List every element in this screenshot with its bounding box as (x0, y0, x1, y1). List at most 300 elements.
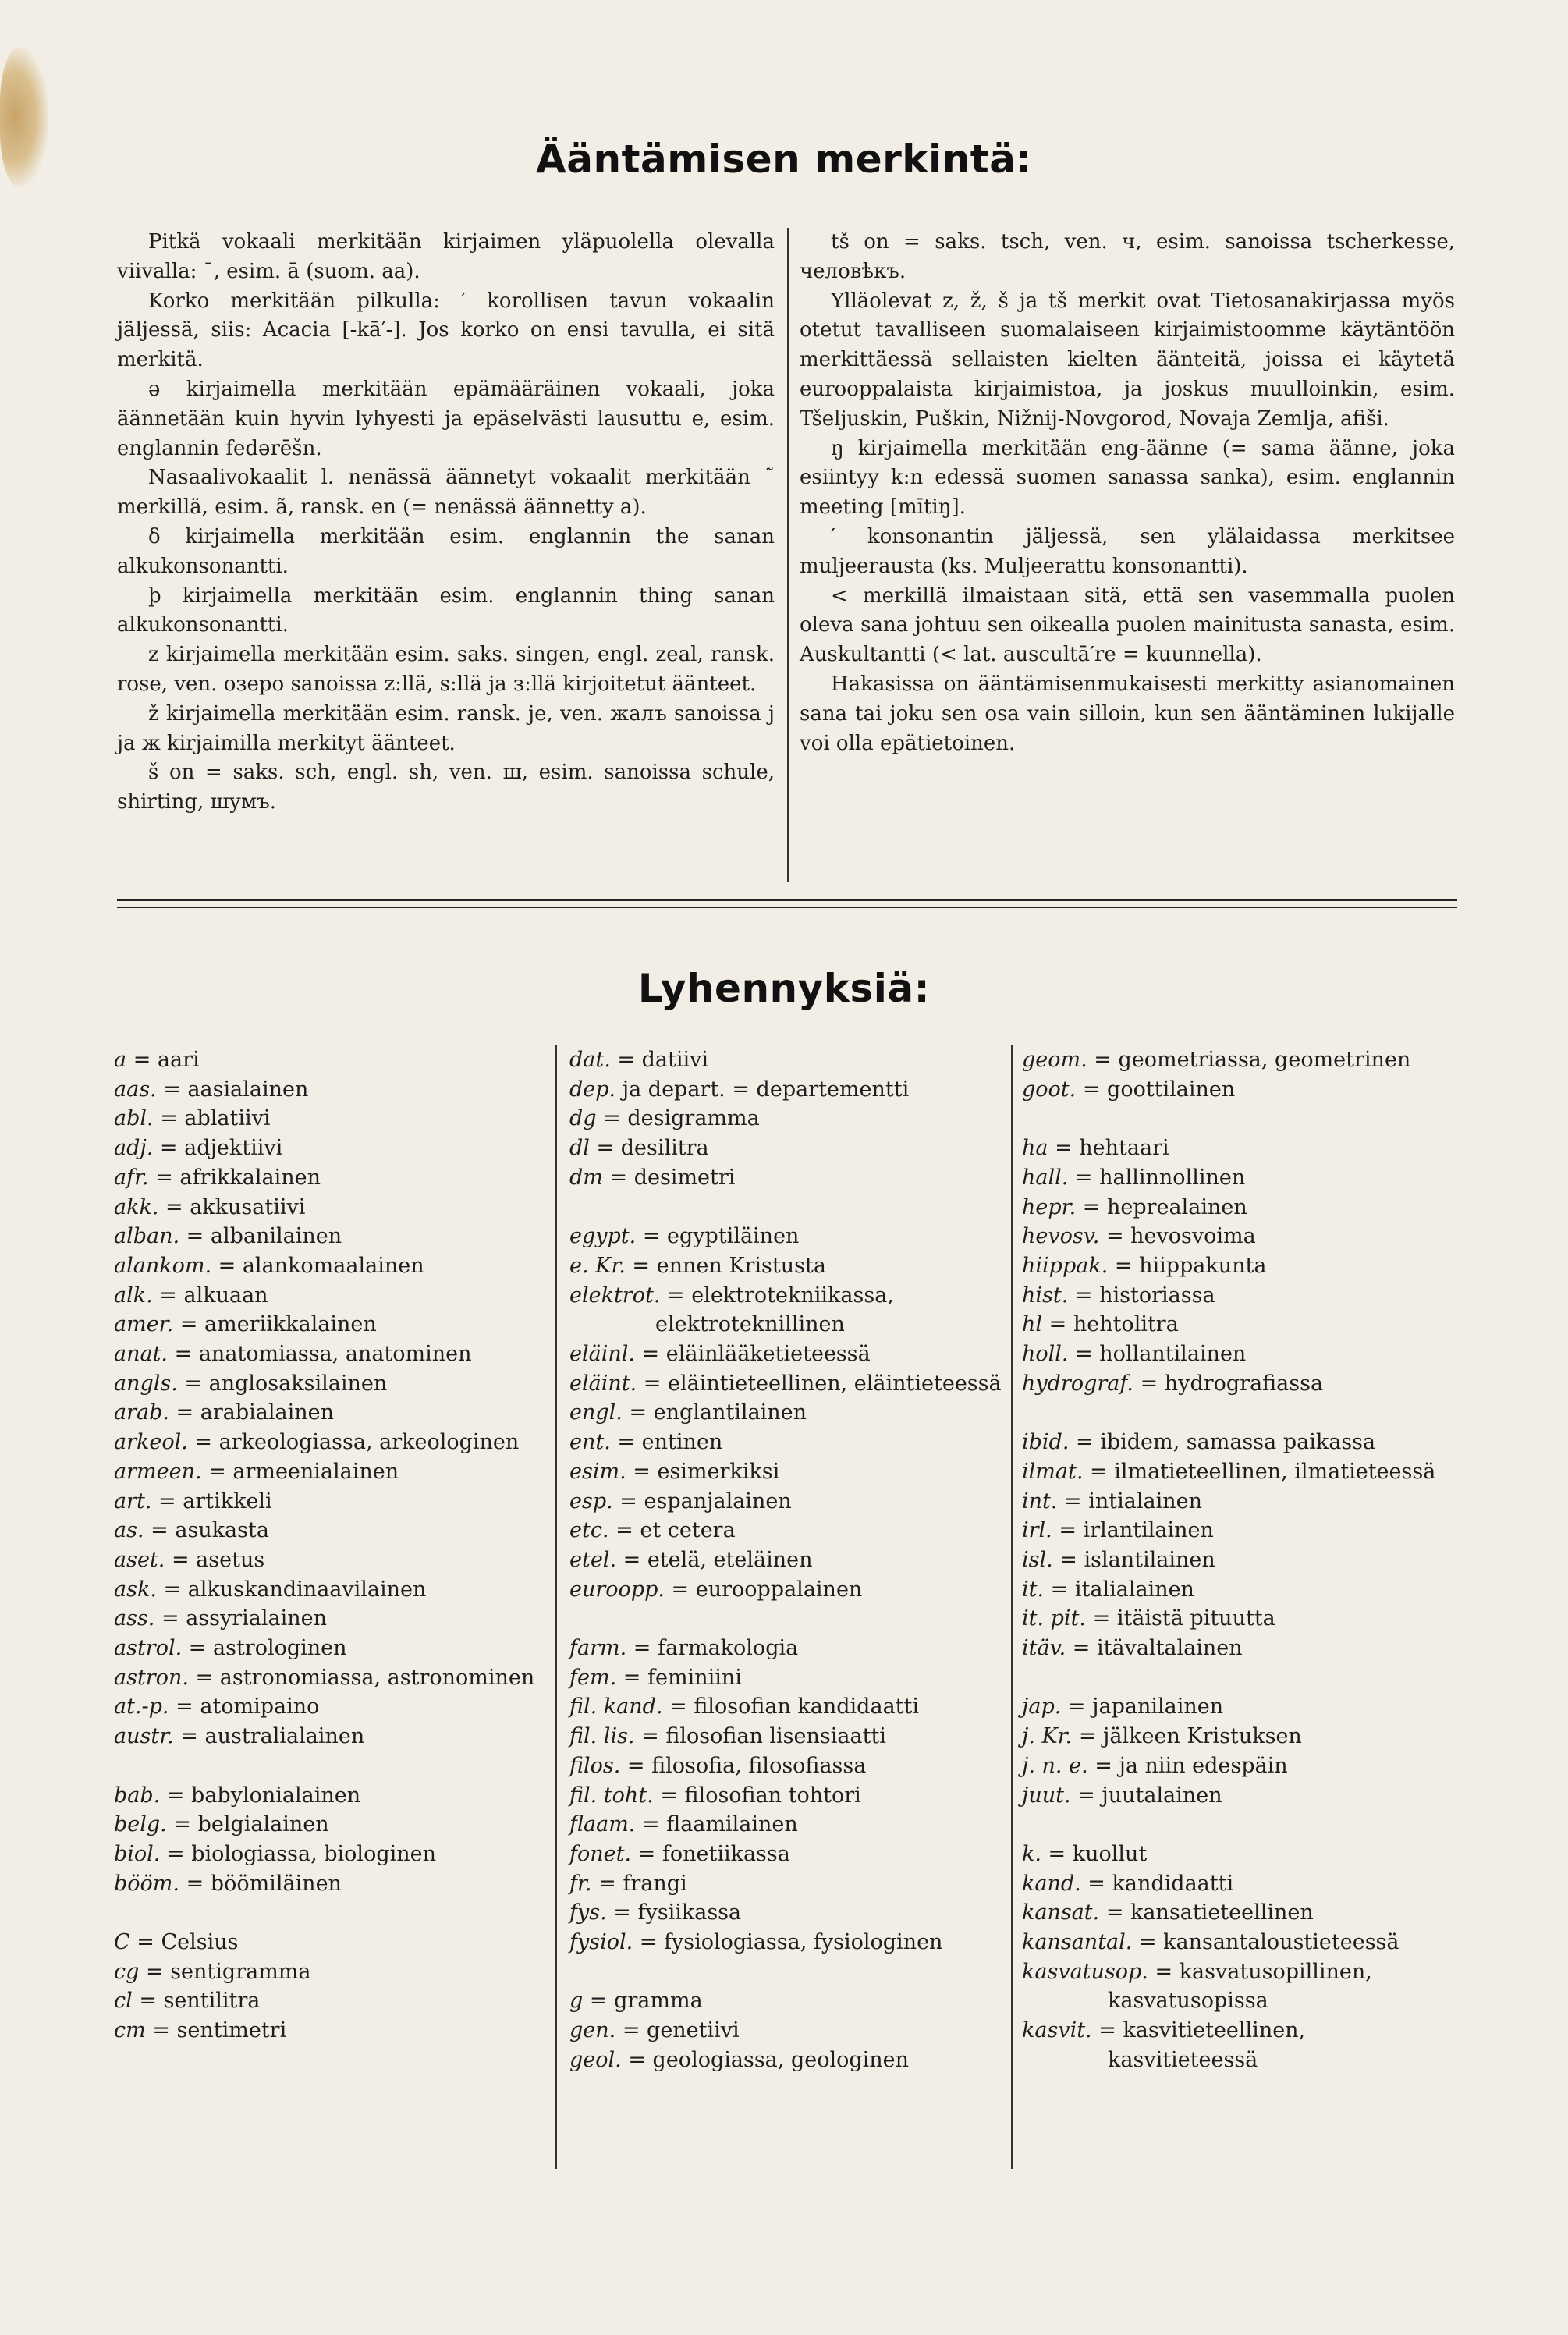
abbreviation: hiippak. (1022, 1253, 1109, 1278)
abbreviation: j. n. e. (1022, 1753, 1088, 1778)
abbreviation-entry (1022, 1840, 1459, 1869)
abbreviation-entry (114, 1428, 545, 1457)
abbreviation-meaning: genetiivi (647, 2018, 740, 2043)
abbreviation-meaning: ja niin edespäin (1119, 1753, 1288, 1778)
abbreviations-heading: Lyhennyksiä: (637, 966, 931, 1011)
abbreviation-entry (569, 2016, 1006, 2046)
equals-sign: = (166, 1812, 198, 1837)
abbreviation: afr. (114, 1165, 149, 1190)
equals-sign: = (145, 2018, 177, 2043)
abbreviation-entry (569, 1281, 1006, 1340)
equals-sign: = (615, 2018, 647, 2043)
abbreviation-meaning: datiivi (641, 1048, 709, 1072)
abbreviation: hall. (1022, 1165, 1069, 1190)
abbreviation: cl (114, 1989, 133, 2014)
abbreviation-entry (114, 1957, 545, 1987)
abbreviation-meaning: sentimetri (176, 2018, 287, 2043)
abbreviation-meaning: hollantilainen (1099, 1342, 1247, 1367)
equals-sign: = (664, 1577, 696, 1602)
equals-sign: = (621, 2047, 653, 2072)
equals-sign: = (156, 1577, 188, 1602)
abbreviation-entry (114, 1193, 545, 1223)
abbreviation-entry (1022, 1928, 1459, 1957)
abbreviation-entry (569, 1545, 1006, 1575)
abbreviation-meaning: desimetri (633, 1165, 736, 1190)
abbreviation-meaning: armeenialainen (232, 1459, 399, 1484)
abbreviation-meaning: hevosvoima (1130, 1224, 1256, 1249)
abbreviation-entry (114, 2016, 545, 2046)
equals-sign: = (1148, 1959, 1180, 1984)
abbreviation: it. (1022, 1577, 1045, 1602)
abbreviation-meaning: fonetiikassa (662, 1841, 790, 1866)
abbreviation: bab. (114, 1783, 161, 1808)
abbreviation-meaning: alkuskandinaavilainen (187, 1577, 427, 1602)
abbreviation-meaning: ennen Kristusta (656, 1253, 826, 1278)
abbreviation-meaning: astronomiassa, astronominen (219, 1665, 535, 1690)
equals-sign: = (1042, 1312, 1073, 1337)
abbreviation-meaning: kandidaatti (1112, 1871, 1234, 1896)
abbreviation-entry (114, 1781, 545, 1811)
abbreviation: esim. (569, 1459, 626, 1484)
pronunciation-paragraph: ′ konsonantin jäljessä, sen ylälaidassa merkitsee muljeerausta (ks. Muljeerattu konsonantti). (800, 524, 1455, 578)
abbreviation: alban. (114, 1224, 180, 1249)
abbreviation: armeen. (114, 1459, 202, 1484)
abbreviation-entry (114, 1663, 545, 1693)
equals-sign: = (1080, 1871, 1112, 1896)
abbreviation-meaning: biologiassa, biologinen (191, 1841, 436, 1866)
abbreviation-entry (114, 1840, 545, 1869)
abbreviation-meaning: elektrotekniikassa, elektroteknillinen (655, 1283, 894, 1337)
equals-sign: = (1099, 1900, 1131, 1925)
abbreviation: aas. (114, 1077, 157, 1102)
equals-sign: = (156, 1077, 188, 1102)
abbreviation: k. (1022, 1841, 1041, 1866)
abbreviation-meaning: böömiläinen (210, 1871, 342, 1896)
abbreviation-entry (1022, 1634, 1459, 1663)
abbreviation-meaning: aari (157, 1048, 200, 1072)
abbreviation: elektrot. (569, 1283, 661, 1308)
abbreviation: fil. toht. (569, 1783, 654, 1808)
abbreviation: ilmat. (1022, 1459, 1084, 1484)
abbreviation: ibid. (1022, 1430, 1070, 1455)
abbreviation-entry (114, 1251, 545, 1281)
abbreviation: irl. (1022, 1518, 1052, 1543)
group-gap (569, 1604, 1006, 1634)
abbreviation: austr. (114, 1724, 174, 1749)
abbreviation-entry (1022, 1222, 1459, 1251)
abbreviation-entry (569, 1781, 1006, 1811)
abbreviation-entry (1022, 1369, 1459, 1399)
abbreviation-meaning: juutalainen (1102, 1783, 1222, 1808)
abbreviation: esp. (569, 1489, 613, 1513)
equals-sign: = (1076, 1077, 1108, 1102)
abbreviation-meaning: egyptiläinen (667, 1224, 800, 1249)
abbreviation-meaning: alankomaalainen (242, 1253, 424, 1278)
abbreviation-meaning: hiippakunta (1139, 1253, 1267, 1278)
abbreviation-meaning: asukasta (175, 1518, 269, 1543)
abbreviation-entry (569, 1369, 1006, 1399)
abbreviation-meaning: hehtolitra (1073, 1312, 1179, 1337)
equals-sign (615, 1077, 623, 1102)
equals-sign: = (636, 1224, 668, 1249)
equals-sign: = (153, 1106, 185, 1131)
abbreviation: kansat. (1022, 1900, 1100, 1925)
abbreviation-entry (114, 1457, 545, 1487)
equals-sign: = (616, 1547, 647, 1572)
abbreviation-entry (114, 1869, 545, 1899)
abbreviation: alankom. (114, 1253, 212, 1278)
abbreviation-entry (114, 1045, 545, 1075)
equals-sign: = (182, 1636, 213, 1661)
equals-sign: = (158, 1194, 190, 1219)
equals-sign: = (129, 1930, 161, 1955)
abbreviation-meaning: kasvitieteellinen, kasvitieteessä (1108, 2018, 1306, 2072)
abbreviation-entry (114, 1398, 545, 1428)
abbreviation-entry (569, 1045, 1006, 1075)
abbreviation-meaning: islantilainen (1084, 1547, 1215, 1572)
equals-sign: = (1052, 1547, 1084, 1572)
pronunciation-paragraph: š on = saks. sch, engl. sh, ven. ш, esim. sanoissa schule, shirting, шумъ. (117, 761, 775, 814)
pronunciation-paragraph: ə kirjaimella merkitään epämääräinen vokaali, joka äännetään kuin hyvin lyhyesti ja epäselvästi lausuttu e, esim. englannin fedərēšn. (117, 377, 775, 460)
abbreviation: itäv. (1022, 1636, 1066, 1661)
equals-sign: = (631, 1841, 662, 1866)
equals-sign: = (144, 1518, 176, 1543)
pronunciation-paragraph: Korko merkitään pilkulla: ′ korollisen tavun vokaalin jäljessä, siis: Acacia [-kā′-]. Jos korko on ensi tavulla, ei sitä merkitä. (117, 289, 775, 372)
abbreviation: as. (114, 1518, 144, 1543)
abbreviation: alk. (114, 1283, 153, 1308)
abbreviation-meaning: assyrialainen (186, 1606, 328, 1631)
pronunciation-paragraph: δ kirjaimella merkitään esim. englannin the sanan alkukonsonantti. (117, 524, 775, 578)
pronunciation-heading: Ääntämisen merkintä: (536, 137, 1032, 182)
abbreviation-meaning: geologiassa, geologinen (652, 2047, 910, 2072)
abbreviation: amer. (114, 1312, 174, 1337)
equals-sign: = (1099, 1224, 1131, 1249)
equals-sign: = (173, 1724, 205, 1749)
abbreviation-entry (114, 1545, 545, 1575)
abbreviation-entry (569, 1663, 1006, 1693)
pronunciation-paragraph: Nasaalivokaalit l. nenässä äännetyt vokaalit merkitään ˜ merkillä, esim. ã, ransk. en (= nenässä äännetty a). (117, 466, 775, 520)
abbreviation-entry (569, 1340, 1006, 1369)
abbreviation-entry (569, 1516, 1006, 1545)
equals-sign: = (634, 1342, 666, 1367)
abbreviation-meaning: farmakologia (657, 1636, 799, 1661)
abbreviation-entry (114, 1310, 545, 1340)
abbreviation-meaning: atomipaino (200, 1694, 320, 1719)
abbreviation-entry (1022, 1751, 1459, 1781)
abbreviation: holl. (1022, 1342, 1069, 1367)
abbreviation-meaning: heprealainen (1106, 1194, 1247, 1219)
abbreviation-meaning: historiassa (1099, 1283, 1215, 1308)
abbreviation-meaning: feminiini (647, 1665, 742, 1690)
equals-sign: = (1086, 1606, 1117, 1631)
abbreviation-meaning: fysiikassa (637, 1900, 742, 1925)
equals-sign: = (152, 1283, 184, 1308)
equals-sign: = (602, 1165, 634, 1190)
abbreviation: etc. (569, 1518, 609, 1543)
abbreviation-entry (569, 1487, 1006, 1517)
equals-sign: = (583, 1989, 615, 2014)
equals-sign: = (1061, 1694, 1093, 1719)
abbreviation-meaning: hallinnollinen (1099, 1165, 1246, 1190)
abbreviation-meaning: ameriikkalainen (204, 1312, 377, 1337)
pronunciation-right-column (800, 228, 1455, 758)
abbreviation: akk. (114, 1194, 159, 1219)
abbreviation-meaning: frangi (623, 1871, 687, 1896)
abbreviation-meaning: filosofian lisensiaatti (665, 1724, 886, 1749)
abbreviation-meaning: kansatieteellinen (1130, 1900, 1314, 1925)
equals-sign: = (169, 1400, 200, 1425)
equals-sign: = (188, 1665, 220, 1690)
abbreviation-meaning: alkuaan (183, 1283, 268, 1308)
equals-sign: = (596, 1106, 628, 1131)
abbreviation-entry (1022, 1251, 1459, 1281)
equals-sign: = (660, 1283, 692, 1308)
abbreviation-entry (114, 1986, 545, 2016)
abbreviation-entry (1022, 1604, 1459, 1634)
abbreviation-entry (1022, 2016, 1459, 2074)
group-gap (1022, 1663, 1459, 1693)
abbreviation: eläint. (569, 1371, 637, 1396)
abbreviation: fysiol. (569, 1930, 633, 1955)
abbreviation: bööm. (114, 1871, 179, 1896)
abbreviation-meaning: espanjalainen (644, 1489, 792, 1513)
abbreviation: cg (114, 1959, 140, 1984)
abbreviation-entry (1022, 1869, 1459, 1899)
abbreviation: fil. lis. (569, 1724, 635, 1749)
abbreviation-entry (1022, 1281, 1459, 1311)
equals-sign: = (1076, 1194, 1107, 1219)
equals-sign: = (633, 1930, 665, 1955)
abbreviation: ha (1022, 1136, 1048, 1161)
pronunciation-paragraph: Pitkä vokaali merkitään kirjaimen yläpuolella olevalla viivalla: ¯, esim. ā (suom. aa). (117, 230, 775, 283)
abbreviation: engl. (569, 1400, 623, 1425)
equals-sign: = (653, 1783, 685, 1808)
abbreviation-entry (569, 1134, 1006, 1163)
equals-sign: = (635, 1812, 667, 1837)
equals-sign: = (1041, 1841, 1073, 1866)
abbreviation-meaning: kuollut (1072, 1841, 1148, 1866)
abbreviation: j. Kr. (1022, 1724, 1073, 1749)
pronunciation-left-column (117, 228, 775, 818)
abbreviation-meaning: kasvatusopillinen, kasvatusopissa (1108, 1959, 1372, 2014)
abbreviation-entry (1022, 1516, 1459, 1545)
abbreviation-entry (114, 1075, 545, 1105)
pronunciation-paragraph: ž kirjaimella merkitään esim. ransk. je, ven. жалъ sanoissa j ja ж kirjaimilla merkityt äänteet. (117, 701, 775, 755)
abbreviation: abl. (114, 1106, 154, 1131)
equals-sign: = (1068, 1283, 1100, 1308)
abbreviations-column-3 (1022, 1045, 1459, 2075)
abbreviation-entry (569, 1840, 1006, 1869)
column-divider (1011, 1045, 1013, 2169)
abbreviation: isl. (1022, 1547, 1053, 1572)
abbreviation: euroopp. (569, 1577, 665, 1602)
equals-sign: = (1091, 2018, 1123, 2043)
abbreviation: farm. (569, 1636, 627, 1661)
abbreviation-meaning: desigramma (627, 1106, 760, 1131)
abbreviation-meaning: anatomiassa, anatominen (198, 1342, 472, 1367)
pronunciation-paragraph: þ kirjaimella merkitään esim. englannin thing sanan alkukonsonantti. (117, 584, 775, 637)
equals-sign: = (608, 1518, 640, 1543)
abbreviation-entry (569, 1692, 1006, 1722)
abbreviation: jap. (1022, 1694, 1062, 1719)
abbreviation-entry (114, 1692, 545, 1722)
abbreviation: fonet. (569, 1841, 632, 1866)
abbreviation-meaning: ablatiivi (184, 1106, 271, 1131)
abbreviation: C (114, 1930, 130, 1955)
abbreviation: e. Kr. (569, 1253, 626, 1278)
abbreviation-entry (569, 1634, 1006, 1663)
abbreviation: arkeol. (114, 1430, 188, 1455)
equals-sign: = (591, 1871, 623, 1896)
abbreviation-entry (569, 1898, 1006, 1928)
abbreviation: dl (569, 1136, 590, 1161)
column-divider (787, 228, 789, 882)
abbreviation: hist. (1022, 1283, 1069, 1308)
abbreviation-entry (569, 1869, 1006, 1899)
abbreviation-meaning: intialainen (1088, 1489, 1202, 1513)
abbreviation-meaning: flaamilainen (666, 1812, 798, 1837)
abbreviation: goot. (1022, 1077, 1077, 1102)
abbreviation-entry (114, 1134, 545, 1163)
abbreviation: hl (1022, 1312, 1043, 1337)
equals-sign: = (634, 1724, 666, 1749)
equals-sign: = (211, 1253, 243, 1278)
abbreviation-meaning: geometriassa, geometrinen (1118, 1048, 1411, 1072)
equals-sign: = (637, 1371, 668, 1396)
section-rule (117, 907, 1457, 908)
abbreviation: at.-p. (114, 1694, 169, 1719)
abbreviation-entry (114, 1928, 545, 1957)
abbreviation: filos. (569, 1753, 621, 1778)
abbreviation: biol. (114, 1841, 161, 1866)
equals-sign: = (610, 1430, 642, 1455)
abbreviation-meaning: gramma (614, 1989, 703, 2014)
abbreviation-meaning: japanilainen (1092, 1694, 1224, 1719)
pronunciation-paragraph: tš on = saks. tsch, ven. ч, esim. sanoissa tscherkesse, человѣкъ. (800, 230, 1455, 283)
abbreviation-meaning: ja depart. = departementti (622, 1077, 910, 1102)
equals-sign: = (187, 1430, 219, 1455)
abbreviation-meaning: anglosaksilainen (208, 1371, 388, 1396)
abbreviation-entry (569, 1457, 1006, 1487)
abbreviation-meaning: jälkeen Kristuksen (1103, 1724, 1302, 1749)
abbreviation: ask. (114, 1577, 157, 1602)
abbreviation: juut. (1022, 1783, 1071, 1808)
abbreviation-entry (1022, 1075, 1459, 1105)
abbreviation-meaning: sentigramma (170, 1959, 311, 1984)
abbreviation-entry (1022, 1428, 1459, 1457)
abbreviation-meaning: adjektiivi (184, 1136, 283, 1161)
abbreviation-entry (114, 1604, 545, 1634)
abbreviation: eläinl. (569, 1342, 635, 1367)
equals-sign: = (1068, 1342, 1100, 1367)
equals-sign: = (1132, 1930, 1164, 1955)
abbreviation-meaning: irlantilainen (1083, 1518, 1214, 1543)
section-rule (117, 899, 1457, 901)
equals-sign: = (1068, 1165, 1100, 1190)
equals-sign: = (1087, 1048, 1119, 1072)
abbreviation-meaning: etelä, eteläinen (647, 1547, 813, 1572)
abbreviation: arab. (114, 1400, 169, 1425)
pronunciation-paragraph: z kirjaimella merkitään esim. saks. singen, engl. zeal, ransk. rose, ven. озеро sanoissa z:llä, s:llä ja з:llä kirjoitetut äänteet. (117, 643, 775, 696)
equals-sign: = (606, 1900, 638, 1925)
abbreviation-entry (1022, 1575, 1459, 1605)
abbreviation-entry (114, 1222, 545, 1251)
abbreviation: geom. (1022, 1048, 1087, 1072)
abbreviation-meaning: eläintieteellinen, eläintieteessä (667, 1371, 1002, 1396)
equals-sign: = (610, 1048, 642, 1072)
equals-sign: = (179, 1871, 211, 1896)
abbreviation-meaning: englantilainen (653, 1400, 807, 1425)
abbreviation-entry (114, 1516, 545, 1545)
abbreviation-meaning: astrologinen (212, 1636, 347, 1661)
abbreviation: dg (569, 1106, 597, 1131)
pronunciation-paragraph: ŋ kirjaimella merkitään eng-äänne (= sama äänne, joka esiintyy k:n edessä suomen sanassa sanka), esim. englannin meeting [mītiŋ]. (800, 436, 1455, 520)
column-divider (555, 1045, 557, 2169)
group-gap (1022, 1104, 1459, 1134)
equals-sign: = (154, 1606, 186, 1631)
abbreviation-entry (1022, 1545, 1459, 1575)
abbreviation-entry (1022, 1134, 1459, 1163)
equals-sign: = (1133, 1371, 1165, 1396)
abbreviation: egypt. (569, 1224, 637, 1249)
equals-sign: = (1083, 1459, 1115, 1484)
abbreviation-meaning: asetus (196, 1547, 265, 1572)
equals-sign: = (173, 1312, 204, 1337)
equals-sign: = (165, 1547, 197, 1572)
group-gap (1022, 1398, 1459, 1428)
abbreviation: kansantal. (1022, 1930, 1133, 1955)
abbreviation-entry (114, 1575, 545, 1605)
equals-sign: = (139, 1959, 171, 1984)
abbreviation-entry (569, 1751, 1006, 1781)
equals-sign: = (625, 1253, 657, 1278)
abbreviation-entry (114, 1340, 545, 1369)
abbreviation-entry (569, 1986, 1006, 2016)
abbreviation: hevosv. (1022, 1224, 1100, 1249)
abbreviation: adj. (114, 1136, 154, 1161)
abbreviation-entry (569, 1928, 1006, 1957)
abbreviation-entry (1022, 1310, 1459, 1340)
abbreviation: g (569, 1989, 584, 2014)
equals-sign: = (153, 1136, 185, 1161)
equals-sign: = (1052, 1518, 1084, 1543)
abbreviation-entry (569, 1251, 1006, 1281)
pronunciation-paragraph: < merkillä ilmaistaan sitä, että sen vasemmalla puolen oleva sana johtuu sen oikealla puolen mainitusta sanasta, esim. Auskultantti (< lat. auscultā′re = kuunnella). (800, 584, 1455, 667)
equals-sign: = (132, 1989, 164, 2014)
abbreviation: angls. (114, 1371, 178, 1396)
abbreviation-meaning: arabialainen (200, 1400, 335, 1425)
abbreviation: art. (114, 1489, 152, 1513)
abbreviation-meaning: australialainen (204, 1724, 365, 1749)
equals-sign: = (662, 1694, 694, 1719)
abbreviation-entry (569, 1104, 1006, 1134)
abbreviation-meaning: aasialainen (187, 1077, 309, 1102)
abbreviation-entry (569, 1810, 1006, 1840)
equals-sign: = (126, 1048, 158, 1072)
group-gap (114, 1898, 545, 1928)
abbreviation: astron. (114, 1665, 189, 1690)
equals-sign: = (148, 1165, 180, 1190)
equals-sign: = (1066, 1636, 1098, 1661)
equals-sign: = (1072, 1724, 1104, 1749)
abbreviation-entry (1022, 1340, 1459, 1369)
abbreviation: flaam. (569, 1812, 636, 1837)
equals-sign: = (168, 1342, 199, 1367)
abbreviation-meaning: et cetera (640, 1518, 736, 1543)
abbreviation: cm (114, 2018, 146, 2043)
abbreviation: astrol. (114, 1636, 183, 1661)
abbreviation-meaning: babylonialainen (191, 1783, 361, 1808)
